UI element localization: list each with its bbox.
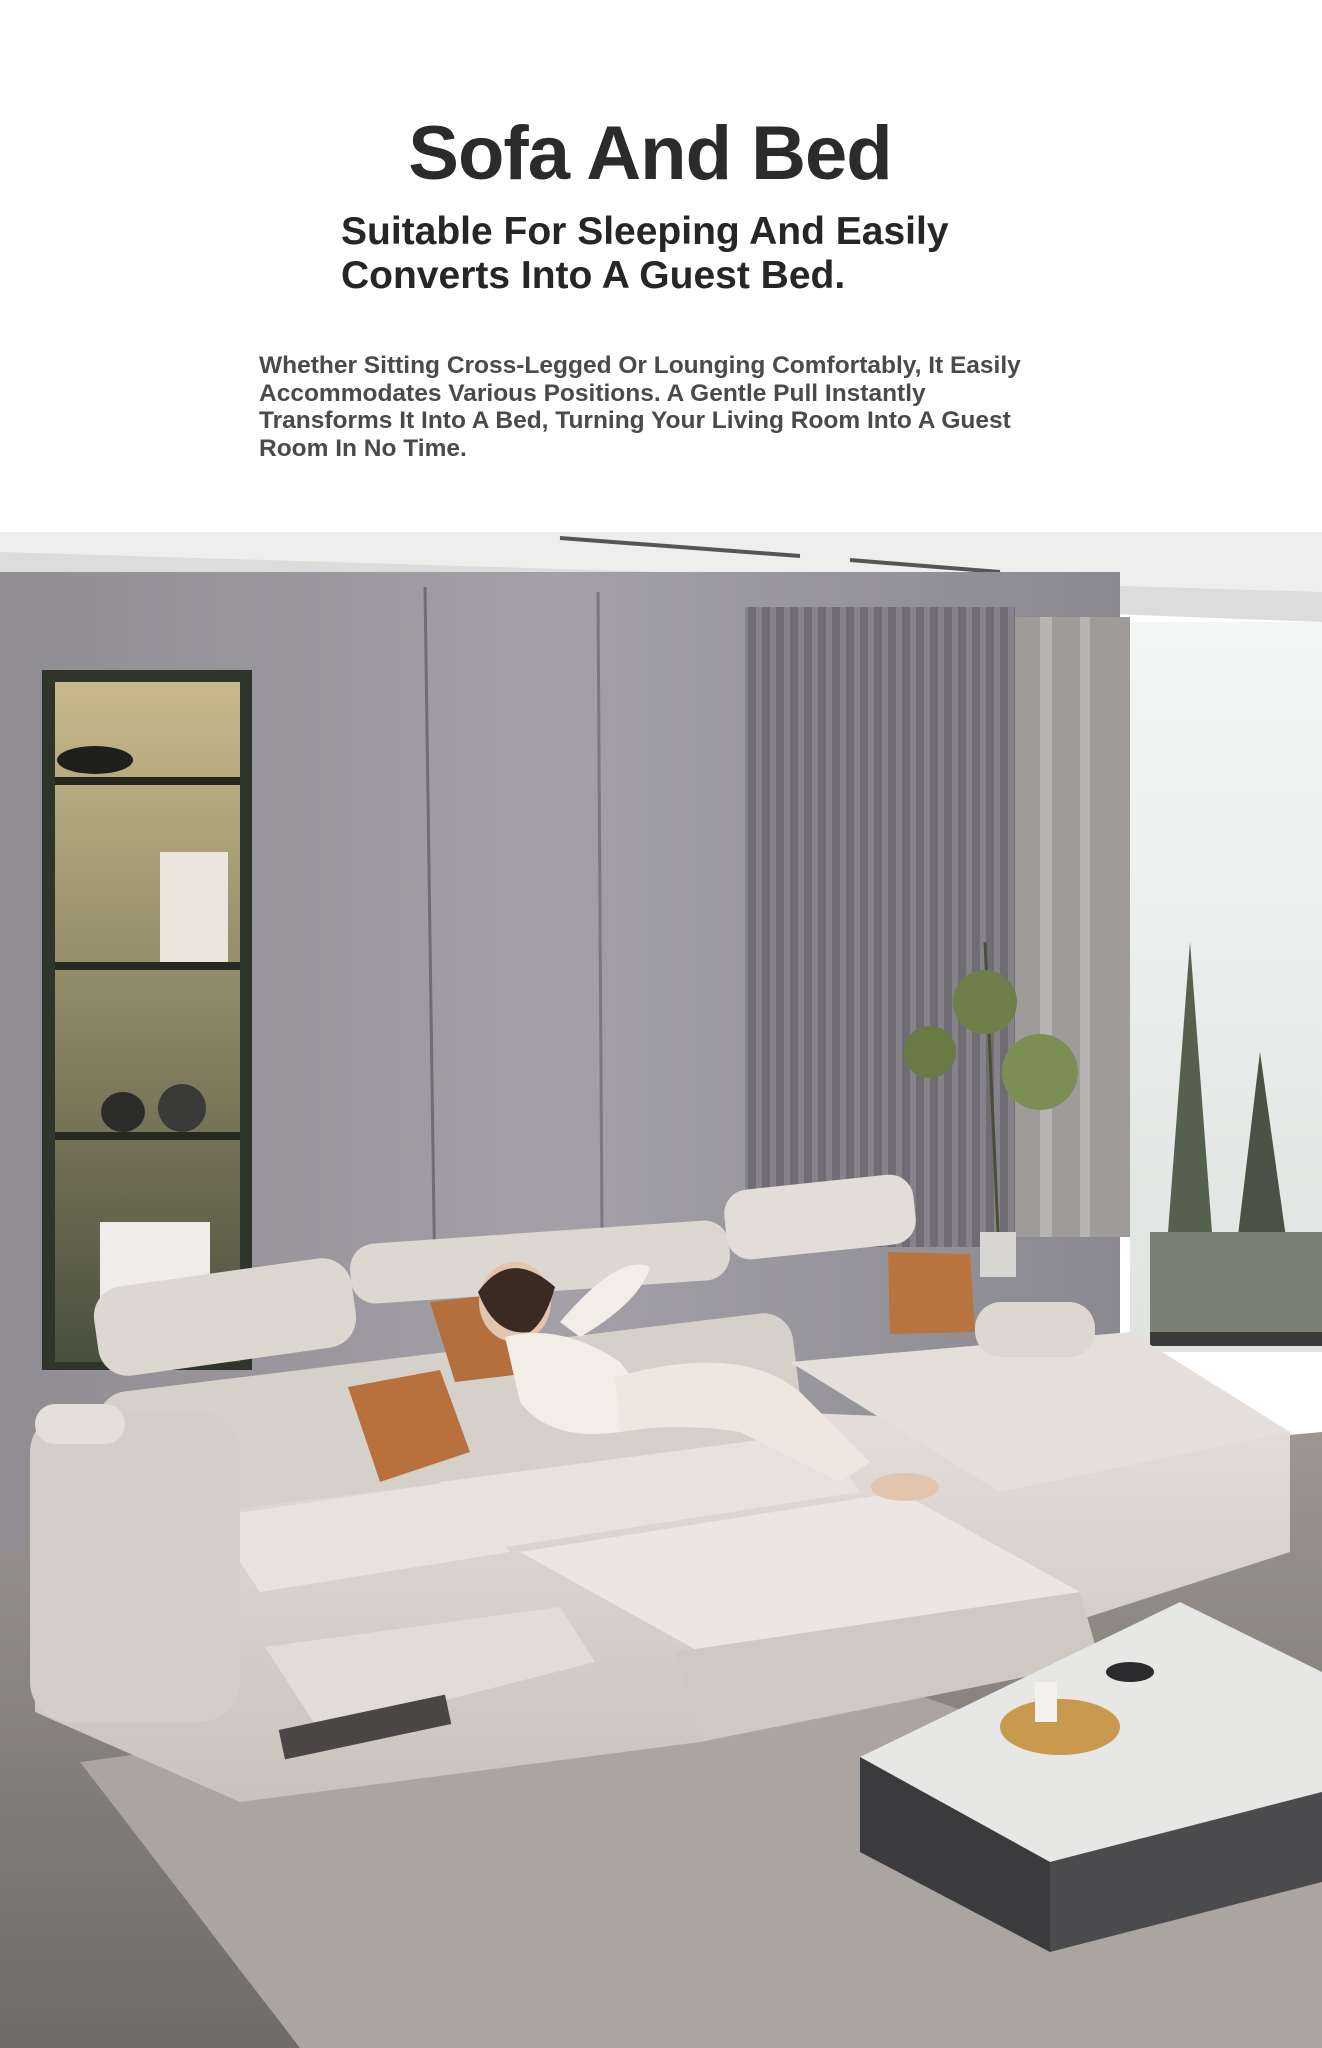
description-line: Whether Sitting Cross-Legged Or Lounging Comfortably, It Easily [259,352,1021,379]
subtitle [341,210,1101,298]
header-section [0,0,1322,530]
chaise-arm [975,1302,1095,1357]
armrest-top [35,1404,125,1444]
curtain-fold [1080,617,1090,1237]
product-photo [0,532,1322,2048]
pillow-orange [888,1252,975,1334]
vase [101,1092,145,1132]
plant-leaves [904,1026,956,1078]
plant-pot [980,1232,1016,1277]
tray [1000,1699,1120,1755]
left-armrest [30,1412,240,1722]
plant-leaves [953,970,1017,1034]
bowl [57,746,133,774]
shelf-board [55,777,240,785]
slatted-panel [745,607,1015,1247]
hill [1150,1232,1322,1342]
description [259,352,1049,462]
vase [158,1084,206,1132]
cup [1106,1662,1154,1682]
sofa-bed-illustration [0,532,1322,2048]
description-line: Transforms It Into A Bed, Turning Your Living Room Into A Guest [259,407,1011,434]
vase-small [1035,1682,1057,1722]
subtitle-line: Suitable For Sleeping And Easily [341,210,949,253]
plant-leaves [1002,1034,1078,1110]
window-frame [1150,1332,1322,1346]
curtain [1015,617,1130,1237]
description-line: Accommodates Various Positions. A Gentle Pull Instantly [259,379,926,407]
books [160,852,228,962]
subtitle-line: Converts Into A Guest Bed. [341,254,846,297]
curtain-fold [1040,617,1052,1237]
page-title: Sofa And Bed [408,111,892,196]
shelf-board [55,962,240,970]
shelf-board [55,1132,240,1140]
person-feet [871,1473,939,1501]
description-line: Room In No Time. [259,434,467,462]
